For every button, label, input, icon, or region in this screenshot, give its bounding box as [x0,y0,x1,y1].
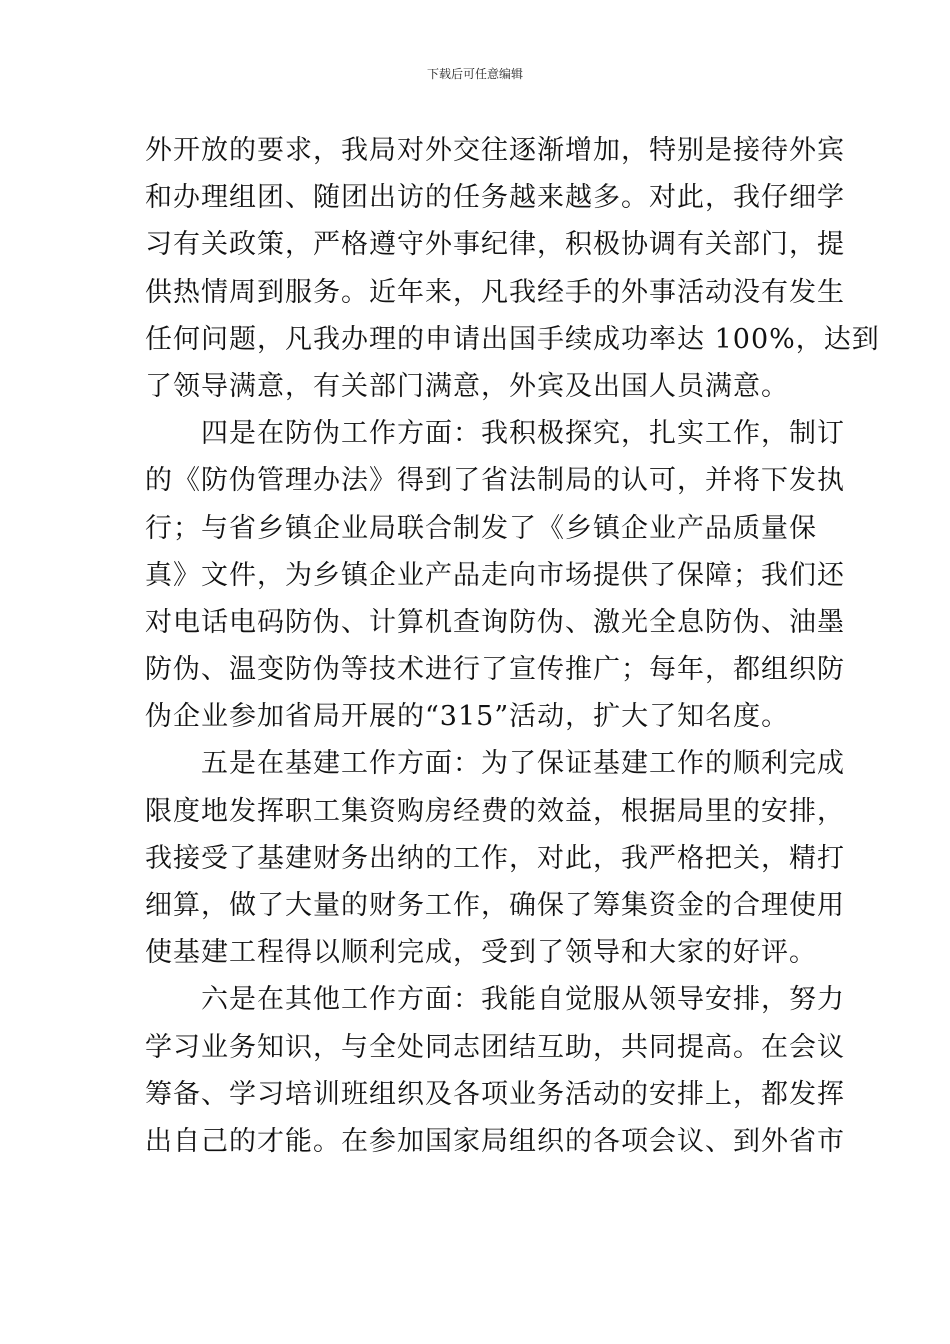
text-line: 的《防伪管理办法》得到了省法制局的认可，并将下发执 [145,465,845,497]
text-line: 出自己的才能。在参加国家局组织的各项会议、到外省市 [145,1125,845,1157]
text-line: 习有关政策，严格遵守外事纪律，积极协调有关部门，提 [145,229,845,261]
text-line: 真》文件，为乡镇企业产品走向市场提供了保障；我们还 [145,559,845,591]
text-line: 五是在基建工作方面：为了保证基建工作的顺利完成 [201,748,845,780]
text-line: 限度地发挥职工集资购房经费的效益，根据局里的安排， [145,795,845,827]
text-line: 任何问题，凡我办理的申请出国手续成功率达 100%，达到 [145,323,880,355]
text-line: 细算，做了大量的财务工作，确保了筹集资金的合理使用 [145,890,845,921]
document-body [145,127,880,1165]
text-line: 行；与省乡镇企业局联合制发了《乡镇企业产品质量保 [145,512,817,544]
text-line: 了领导满意，有关部门满意，外宾及出国人员满意。 [145,370,789,402]
text-line: 六是在其他工作方面：我能自觉服从领导安排，努力 [201,984,845,1016]
text-line: 我接受了基建财务出纳的工作，对此，我严格把关，精打 [145,842,845,874]
paragraph-anti-counterfeiting [145,410,845,740]
text-line: 对电话电码防伪、计算机查询防伪、激光全息防伪、油墨 [145,606,845,638]
paragraph-foreign-affairs [145,127,880,410]
paragraph-other-work [145,976,845,1165]
text-line: 外开放的要求，我局对外交往逐渐增加，特别是接待外宾 [145,135,845,166]
text-line: 学习业务知识，与全处同志团结互助，共同提高。在会议 [145,1031,845,1063]
text-line: 防伪、温变防伪等技术进行了宣传推广；每年，都组织防 [145,654,845,686]
text-line: 筹备、学习培训班组织及各项业务活动的安排上，都发挥 [145,1078,845,1110]
text-line: 和办理组团、随团出访的任务越来越多。对此，我仔细学 [145,182,845,214]
text-line: 伪企业参加省局开展的“315”活动，扩大了知名度。 [145,701,790,733]
text-line: 供热情周到服务。近年来，凡我经手的外事活动没有发生 [145,276,845,308]
text-line: 四是在防伪工作方面：我积极探究，扎实工作，制订 [201,418,845,450]
page-header: 下载后可任意编辑 [426,67,523,81]
paragraph-infrastructure [145,740,845,976]
text-line: 使基建工程得以顺利完成，受到了领导和大家的好评。 [145,937,817,969]
